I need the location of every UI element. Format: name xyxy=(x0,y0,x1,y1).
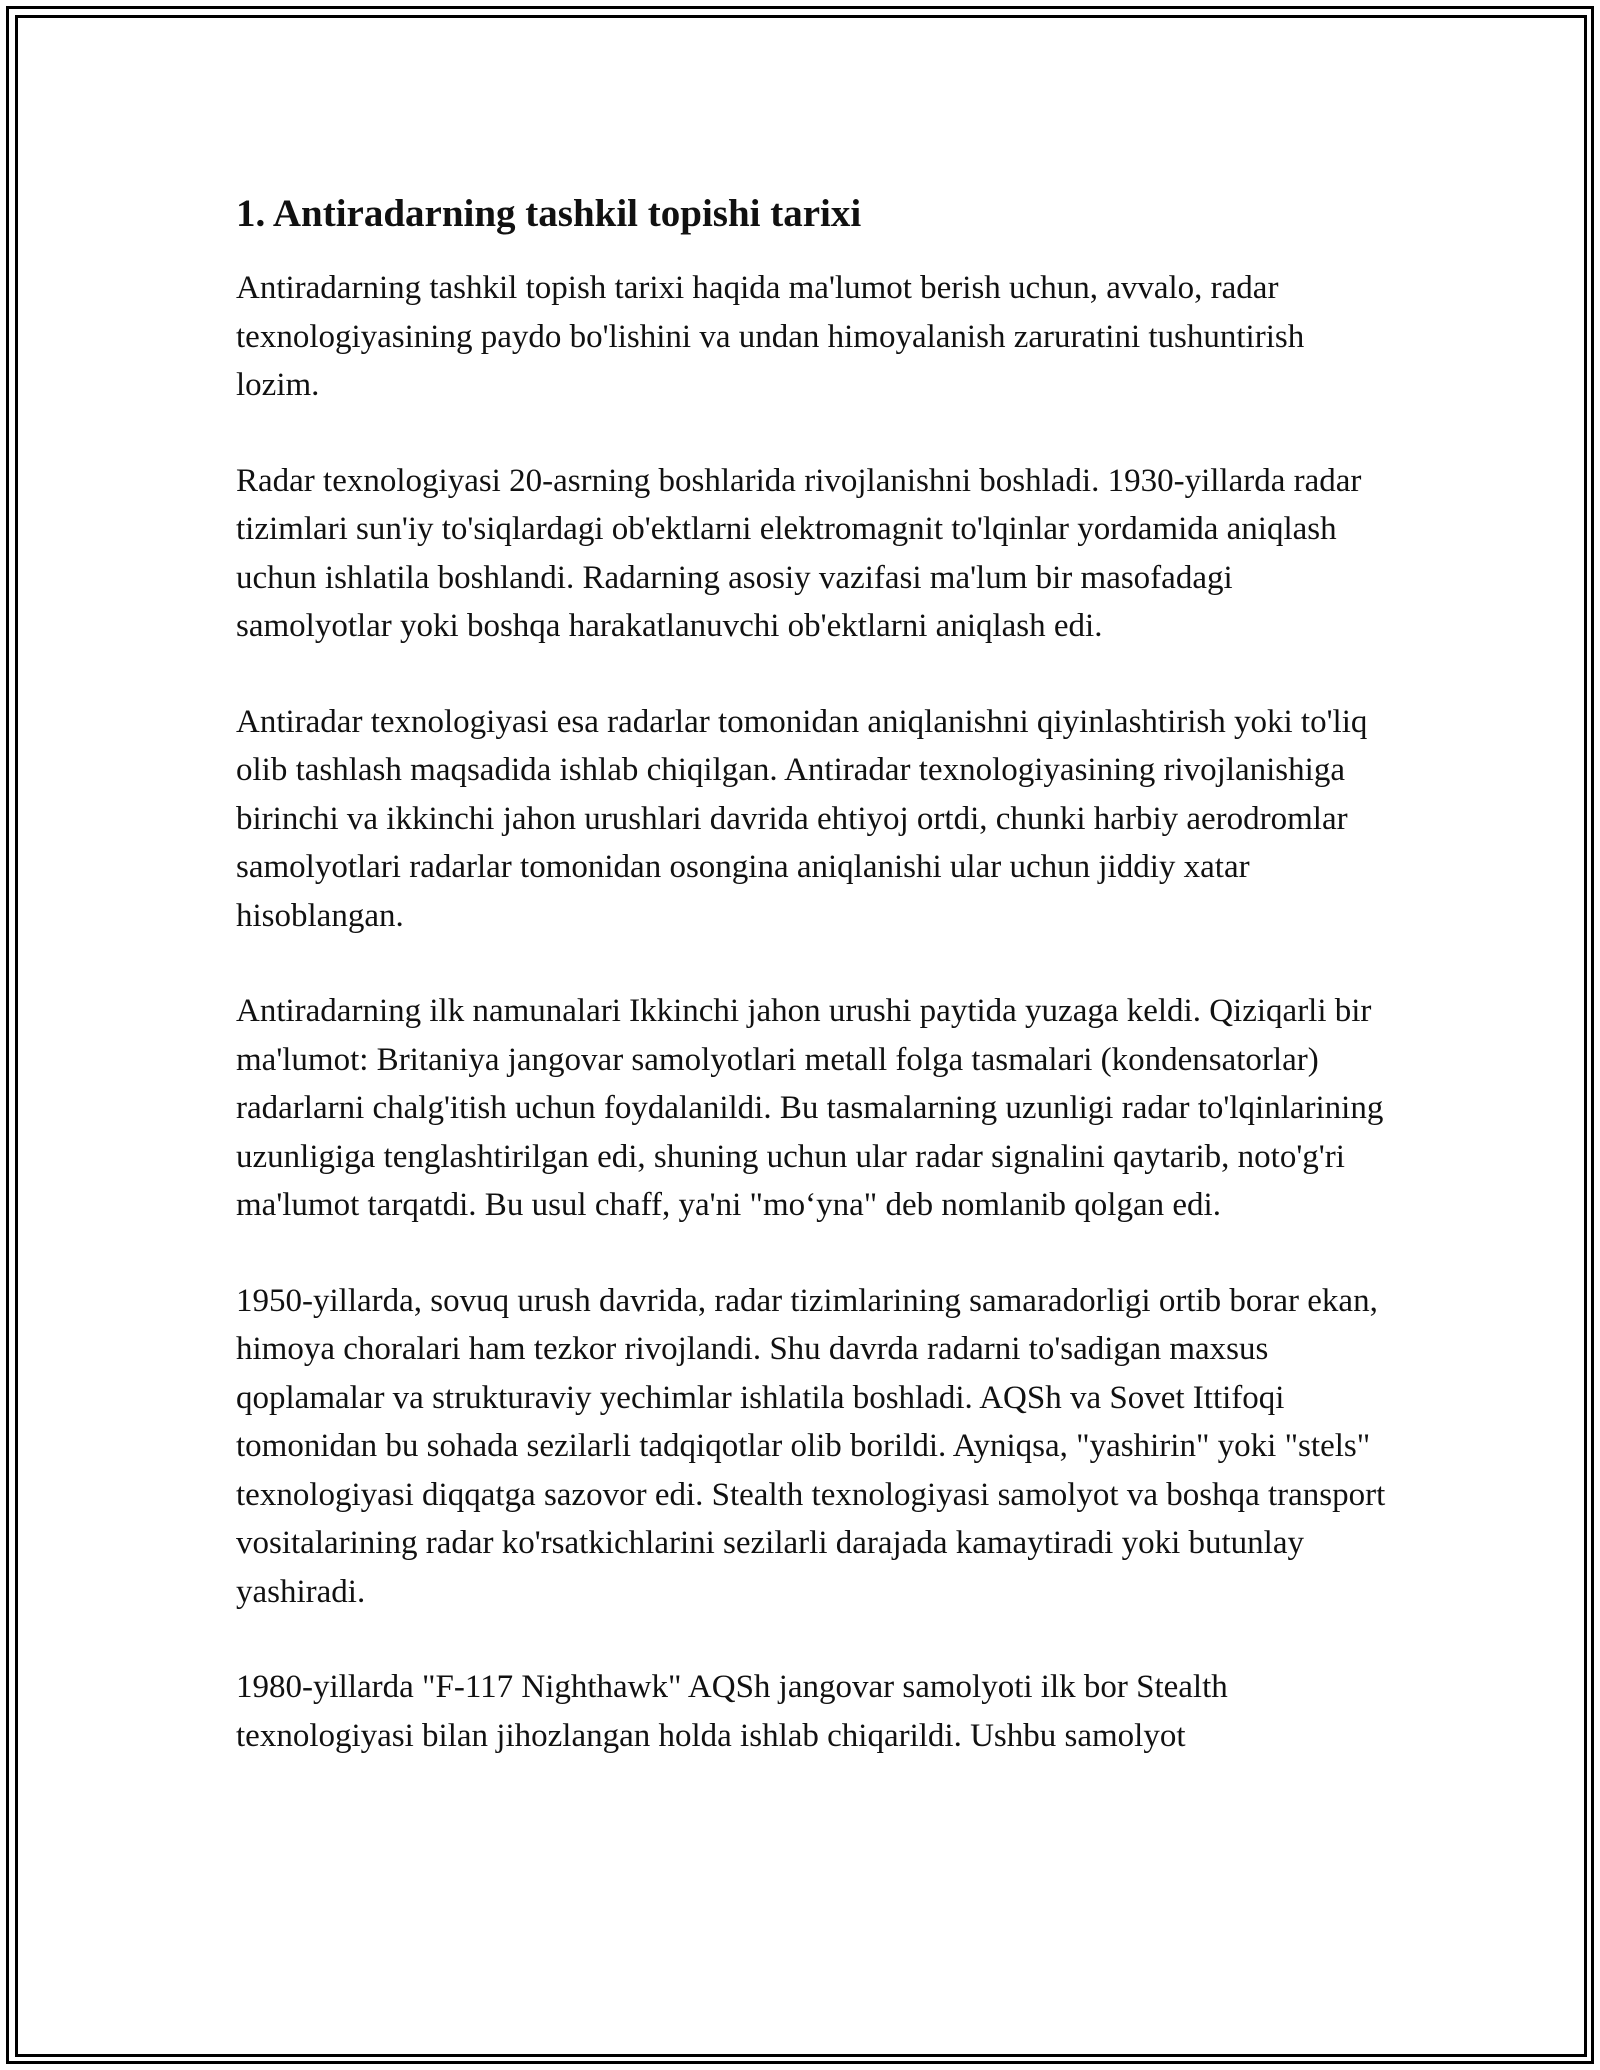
paragraph-3: Antiradar texnologiyasi esa radarlar tomonidan aniqlanishni qiyinlashtirish yoki to'liq olib tashlash maqsadida ishlab chiqilgan. Antiradar texnologiyasining rivojlanishiga birinchi va ikkinchi jahon urushlari davrida ehtiyoj ortdi, chunki harbiy aerodromlar samolyotlari radarlar tomonidan osongina aniqlanishi ular uchun jiddiy xatar hisoblangan. xyxy=(236,703,1368,934)
paragraph-5: 1950-yillarda, sovuq urush davrida, radar tizimlarining samaradorligi ortib borar ekan, himoya choralari ham tezkor rivojlandi. Shu davrda radarni to'sadigan maxsus qoplamalar va strukturaviy yechimlar ishlatila boshladi. AQSh va Sovet Ittifoqi tomonidan bu sohada sezilarli tadqiqotlar olib borildi. Ayniqsa, "yashirin" yoki "stels" texnologiyasi diqqatga sazovor edi. Stealth texnologiyasi samolyot va boshqa transport vositalarining radar ko'rsatkichlarini sezilarli darajada kamaytiradi yoki butunlay yashiradi. xyxy=(236,1282,1386,1610)
paragraph-2: Radar texnologiyasi 20-asrning boshlarida rivojlanishni boshladi. 1930-yillarda radar tizimlari sun'iy to'siqlardagi ob'ektlarni elektromagnit to'lqinlar yordamida aniqlash uchun ishlatila boshlandi. Radarning asosiy vazifasi ma'lum bir masofadagi samolyotlar yoki boshqa harakatlanuvchi ob'ektlarni aniqlash edi. xyxy=(236,462,1362,644)
paragraph-6: 1980-yillarda "F-117 Nighthawk" AQSh jangovar samolyoti ilk bor Stealth texnologiyasi bilan jihozlangan holda ishlab chiqarildi. Ushbu samolyot xyxy=(236,1669,1228,1754)
section-heading: 1. Antiradarning tashkil topishi tarixi xyxy=(236,192,862,235)
paragraph-4: Antiradarning ilk namunalari Ikkinchi jahon urushi paytida yuzaga keldi. Qiziqarli bir ma'lumot: Britaniya jangovar samolyotlari metall folga tasmalari (kondensatorlar) radarlarni chalg'itish uchun foydalanildi. Bu tasmalarning uzunligi radar to'lqinlarining uzunligiga tenglashtirilgan edi, shuning uchun ular radar signalini qaytarib, noto'g'ri ma'lumot tarqatdi. Bu usul chaff, ya'ni "mo‘yna" deb nomlanib qolgan edi. xyxy=(236,993,1384,1223)
document-body xyxy=(236,186,1386,1760)
paragraph-1: Antiradarning tashkil topish tarixi haqida ma'lumot berish uchun, avvalo, radar texnologiyasining paydo bo'lishini va undan himoyalanish zaruratini tushuntirish lozim. xyxy=(236,270,1305,403)
